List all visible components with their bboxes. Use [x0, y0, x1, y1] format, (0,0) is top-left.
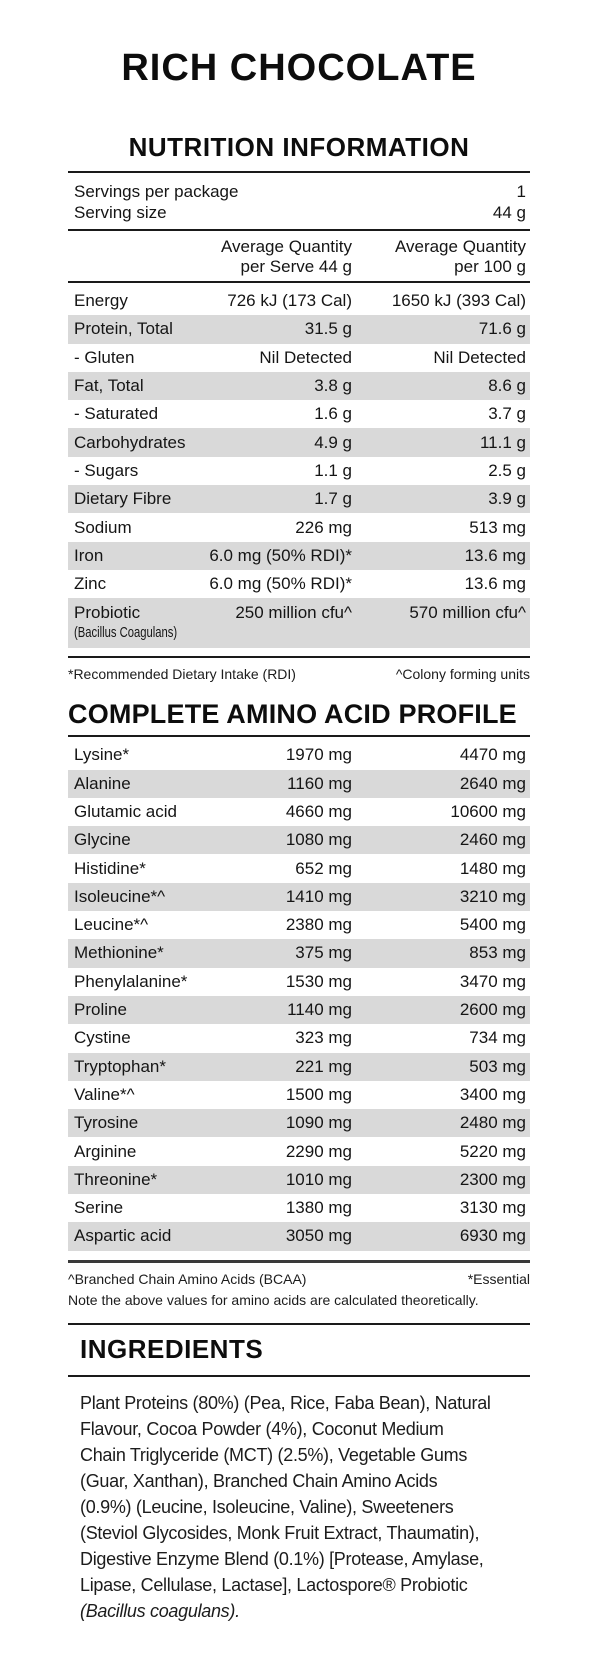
per-100g-value: 1480 mg — [459, 858, 526, 878]
table-row — [68, 911, 530, 939]
per-100g-value: 3210 mg — [459, 886, 526, 906]
ingredients-line: Flavour, Cocoa Powder (4%), Coconut Medium — [80, 1418, 444, 1439]
per-100g-value: 13.6 mg — [464, 545, 526, 565]
amino-label: Tyrosine — [74, 1113, 139, 1133]
table-row — [68, 457, 530, 485]
per-100g-value: 853 mg — [469, 943, 526, 963]
nutrient-label-cell — [74, 461, 200, 481]
per-serve-value: 1.7 g — [314, 489, 352, 509]
per-serve-value: 1080 mg — [285, 830, 352, 850]
amino-label-cell — [74, 972, 200, 992]
table-row — [68, 542, 530, 570]
per-serve-value: 6.0 mg (50% RDI)* — [209, 574, 352, 594]
table-row — [68, 1053, 530, 1081]
ingredients-italic-line: (Bacillus coagulans). — [80, 1600, 240, 1621]
nutrient-label-cell — [74, 319, 200, 339]
per-serve-value: 1410 mg — [285, 886, 352, 906]
per-100g-value: 5400 mg — [459, 915, 526, 935]
amino-note: Note the above values for amino acids are calculated theoretically. — [68, 1291, 479, 1308]
per-100g-value: Nil Detected — [433, 347, 526, 367]
ingredients-line: Digestive Enzyme Blend (0.1%) [Protease, Amylase, — [80, 1548, 484, 1569]
table-row — [68, 883, 530, 911]
product-title: RICH CHOCOLATE — [121, 47, 477, 89]
servings-per-package-label: Servings per package — [74, 182, 239, 201]
per-100g-value: 71.6 g — [478, 319, 526, 339]
nutrient-label-cell — [74, 489, 200, 509]
table-row — [68, 770, 530, 798]
per-serve-value: 4660 mg — [285, 802, 352, 821]
rdi-footnote: *Recommended Dietary Intake (RDI) — [68, 666, 296, 683]
nutrient-label-cell — [74, 348, 200, 368]
amino-label: Phenylalanine* — [74, 971, 188, 991]
per-serve-value: 323 mg — [295, 1028, 352, 1048]
per-100g-value: 11.1 g — [479, 432, 526, 452]
per-100g-value: 8.6 g — [488, 376, 526, 396]
table-row — [68, 1194, 530, 1222]
amino-label-cell — [74, 1057, 200, 1077]
nutrient-label: - Saturated — [74, 404, 159, 424]
per-serve-value: 1.6 g — [314, 404, 352, 424]
per-serve-value: 1140 mg — [287, 1000, 352, 1020]
divider — [68, 1323, 530, 1325]
per-serve-value: 1010 mg — [285, 1169, 352, 1189]
essential-footnote: *Essential — [467, 1270, 530, 1287]
per-serve-value: 3.8 g — [314, 376, 352, 396]
amino-label: Arginine — [74, 1141, 137, 1161]
serving-info — [68, 173, 530, 229]
table-row — [68, 798, 530, 826]
divider — [68, 735, 530, 737]
nutrient-label: - Gluten — [74, 347, 135, 367]
column-header-per-100g — [352, 237, 530, 277]
spacer — [68, 237, 200, 277]
amino-label-cell — [74, 830, 200, 850]
nutrient-label-cell — [74, 433, 200, 453]
ingredients-line: (Guar, Xanthan), Branched Chain Amino Acids — [80, 1470, 438, 1491]
per-100g-value: 2480 mg — [459, 1113, 526, 1133]
amino-label-cell — [74, 802, 200, 822]
amino-label-cell — [74, 1028, 200, 1048]
amino-label: Alanine — [74, 773, 131, 793]
per-100g-value: 734 mg — [469, 1028, 526, 1048]
per-serve-value: 1970 mg — [285, 745, 352, 765]
divider — [68, 656, 530, 658]
per-100g-value: 6930 mg — [459, 1226, 526, 1246]
table-row — [68, 968, 530, 996]
per-100g-value: 503 mg — [469, 1056, 526, 1076]
per-100g-value: 3.7 g — [488, 404, 526, 424]
per-serve-value: 1.1 g — [314, 460, 352, 480]
table-row — [68, 939, 530, 967]
nutrition-column-headers — [68, 231, 530, 281]
servings-per-package-value: 1 — [516, 182, 526, 201]
per-serve-value: 1500 mg — [285, 1084, 352, 1104]
column-header-line: Average Quantity — [220, 237, 352, 256]
per-100g-value: 3130 mg — [459, 1198, 526, 1218]
per-100g-value: 2460 mg — [459, 830, 526, 850]
per-100g-value: 3.9 g — [488, 489, 526, 509]
table-row — [68, 741, 530, 769]
per-100g-value: 4470 mg — [459, 745, 526, 765]
amino-acid-heading: COMPLETE AMINO ACID PROFILE — [68, 699, 517, 730]
amino-label-cell — [74, 1198, 200, 1218]
amino-label: Proline — [74, 1000, 127, 1020]
amino-label-cell — [74, 1170, 200, 1190]
per-serve-value: 726 kJ (173 Cal) — [227, 291, 352, 311]
nutrient-label: Carbohydrates — [74, 432, 186, 452]
per-serve-value: 226 mg — [295, 517, 352, 537]
table-row — [68, 570, 530, 598]
per-100g-value: 13.6 mg — [464, 574, 526, 594]
amino-label-cell — [74, 1142, 200, 1162]
ingredients-line: (0.9%) (Leucine, Isoleucine, Valine), Sweeteners — [80, 1496, 454, 1517]
cfu-footnote: ^Colony forming units — [395, 666, 530, 683]
nutrient-label: Dietary Fibre — [74, 489, 172, 509]
amino-label: Isoleucine*^ — [74, 886, 166, 906]
amino-label: Tryptophan* — [74, 1056, 166, 1076]
per-serve-value: Nil Detected — [259, 347, 352, 367]
nutrient-label-cell — [74, 404, 200, 424]
table-row — [68, 826, 530, 854]
per-100g-value: 10600 mg — [450, 802, 526, 821]
nutrition-table — [68, 287, 530, 648]
per-serve-value: 2380 mg — [285, 915, 352, 935]
per-100g-value: 2.5 g — [488, 460, 526, 480]
amino-label-cell — [74, 859, 200, 879]
nutrient-label-cell — [74, 518, 200, 538]
table-row — [68, 996, 530, 1024]
amino-label-cell — [74, 745, 200, 765]
amino-label: Valine*^ — [74, 1084, 135, 1104]
per-100g-value: 2300 mg — [459, 1169, 526, 1189]
per-100g-value: 2600 mg — [459, 1000, 526, 1020]
per-100g-value: 570 million cfu^ — [409, 603, 526, 623]
nutrient-label-cell — [74, 291, 200, 311]
per-serve-value: 250 million cfu^ — [235, 603, 352, 623]
per-serve-value: 652 mg — [295, 858, 352, 878]
nutrition-footnotes — [68, 666, 530, 683]
amino-label: Lysine* — [74, 745, 130, 765]
per-100g-value: 3470 mg — [459, 971, 526, 991]
per-100g-value: 513 mg — [469, 517, 526, 537]
amino-label-cell — [74, 1000, 200, 1020]
amino-label-cell — [74, 943, 200, 963]
nutrient-label: Sodium — [74, 517, 132, 537]
table-row — [68, 400, 530, 428]
per-serve-value: 375 mg — [295, 943, 352, 963]
amino-label: Threonine* — [74, 1169, 158, 1189]
amino-label-cell — [74, 915, 200, 935]
per-serve-value: 1160 mg — [287, 773, 352, 793]
amino-label-cell — [74, 1226, 200, 1246]
per-serve-value: 1530 mg — [285, 971, 352, 991]
per-serve-value: 31.5 g — [304, 319, 352, 339]
amino-label: Histidine* — [74, 858, 146, 878]
per-serve-value: 4.9 g — [314, 432, 352, 452]
divider — [68, 281, 530, 283]
amino-label: Leucine*^ — [74, 915, 149, 935]
nutrient-label: Zinc — [74, 574, 107, 594]
divider-thick — [68, 1260, 530, 1263]
amino-footnotes — [68, 1271, 530, 1288]
serving-size-label: Serving size — [74, 203, 167, 222]
table-row — [68, 1222, 530, 1250]
table-row — [68, 1024, 530, 1052]
nutrition-heading: NUTRITION INFORMATION — [128, 132, 470, 162]
amino-acid-table — [68, 741, 530, 1250]
table-row — [68, 598, 530, 648]
amino-label-cell — [74, 774, 200, 794]
table-row — [68, 372, 530, 400]
nutrient-label: Protein, Total — [74, 319, 173, 339]
table-row — [68, 854, 530, 882]
nutrient-label-cell — [74, 546, 200, 566]
per-serve-value: 1090 mg — [285, 1113, 352, 1133]
table-row — [68, 1137, 530, 1165]
serving-size-row — [74, 202, 526, 223]
amino-label: Glutamic acid — [74, 802, 177, 821]
amino-label-cell — [74, 887, 200, 907]
ingredients-line: Plant Proteins (80%) (Pea, Rice, Faba Bean), Natural — [80, 1392, 491, 1413]
amino-label-cell — [74, 1113, 200, 1133]
amino-label: Serine — [74, 1198, 124, 1218]
per-100g-value: 3400 mg — [459, 1084, 526, 1104]
amino-label: Aspartic acid — [74, 1226, 172, 1246]
table-row — [68, 428, 530, 456]
nutrient-label: - Sugars — [74, 460, 139, 480]
column-header-line: per Serve 44 g — [240, 257, 352, 276]
nutrient-sublabel: (Bacillus Coagulans) — [74, 624, 178, 642]
table-row — [68, 315, 530, 343]
ingredients-line: Chain Triglyceride (MCT) (2.5%), Vegetable Gums — [80, 1444, 468, 1465]
nutrient-label: Energy — [74, 291, 128, 311]
table-row — [68, 1081, 530, 1109]
serving-size-value: 44 g — [492, 203, 526, 222]
bcaa-footnote: ^Branched Chain Amino Acids (BCAA) — [68, 1270, 307, 1287]
per-serve-value: 221 mg — [295, 1056, 352, 1076]
per-serve-value: 1380 mg — [285, 1198, 352, 1218]
column-header-line: per 100 g — [454, 257, 526, 276]
column-header-line: Average Quantity — [394, 237, 526, 256]
table-row — [68, 344, 530, 372]
ingredients-text — [68, 1390, 530, 1624]
ingredients-heading: INGREDIENTS — [80, 1333, 264, 1364]
amino-label: Methionine* — [74, 943, 164, 963]
per-serve-value: 2290 mg — [285, 1141, 352, 1161]
ingredients-lines — [80, 1390, 530, 1598]
table-row — [68, 287, 530, 315]
nutrient-label-cell — [74, 376, 200, 396]
amino-label: Cystine — [74, 1028, 131, 1048]
amino-label: Glycine — [74, 830, 131, 850]
table-row — [68, 485, 530, 513]
table-row — [68, 1166, 530, 1194]
nutrient-label-cell — [74, 603, 200, 641]
per-serve-value: 3050 mg — [285, 1226, 352, 1246]
divider — [68, 1375, 530, 1377]
nutrient-label: Probiotic — [74, 603, 141, 623]
nutrient-label-cell — [74, 574, 200, 594]
per-100g-value: 1650 kJ (393 Cal) — [391, 291, 526, 311]
table-row — [68, 513, 530, 541]
per-100g-value: 5220 mg — [459, 1141, 526, 1161]
per-serve-value: 6.0 mg (50% RDI)* — [209, 545, 352, 565]
table-row — [68, 1109, 530, 1137]
ingredients-line: Lipase, Cellulase, Lactase], Lactospore® Probiotic — [80, 1574, 468, 1595]
per-100g-value: 2640 mg — [459, 773, 526, 793]
ingredients-line: (Steviol Glycosides, Monk Fruit Extract, Thaumatin), — [80, 1522, 480, 1543]
amino-label-cell — [74, 1085, 200, 1105]
nutrient-label: Fat, Total — [74, 376, 144, 396]
servings-per-package-row — [74, 181, 526, 202]
nutrient-label: Iron — [74, 545, 104, 565]
column-header-per-serve — [200, 237, 352, 277]
